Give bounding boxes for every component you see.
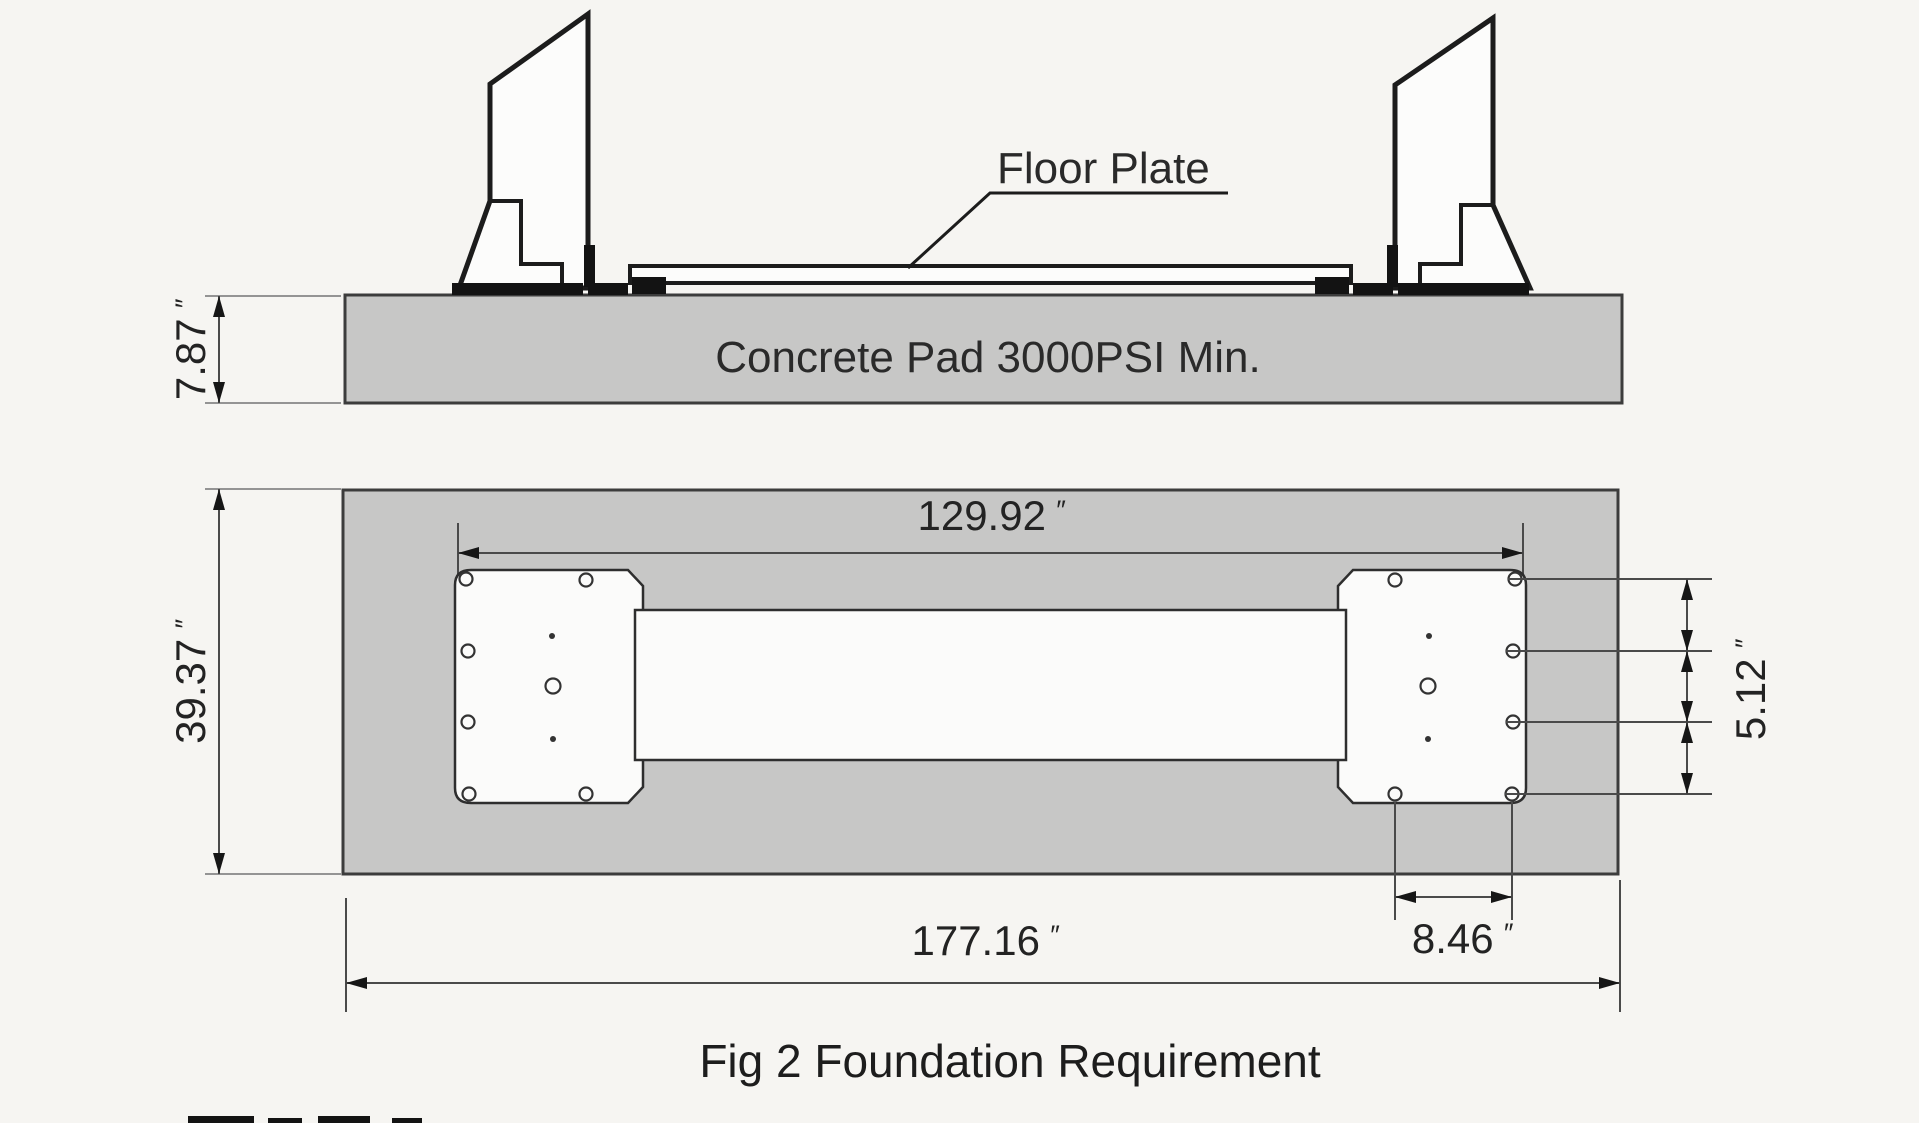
arrowhead-up-icon xyxy=(1681,651,1693,672)
dim-text-anchor-span: 129.92 ″ xyxy=(917,492,1065,539)
arrowhead-up-icon xyxy=(1681,722,1693,743)
arrowhead-down-icon xyxy=(1681,773,1693,794)
right-post-edge-joint xyxy=(1387,245,1398,287)
arrowhead-right-icon xyxy=(1491,891,1512,903)
arrowhead-down-icon xyxy=(1681,701,1693,722)
pilot-dot xyxy=(549,633,555,639)
bolt-hole xyxy=(462,716,475,729)
left-post-edge-joint xyxy=(584,245,595,287)
dim-text-hole-pitch: 8.46 ″ xyxy=(1411,915,1513,962)
dim-text-pad-thickness: 7.87″ xyxy=(167,299,214,401)
right-post-clamp-foot xyxy=(1353,283,1393,295)
pilot-dot xyxy=(1425,736,1431,742)
left-post-column xyxy=(459,14,588,288)
bolt-hole xyxy=(463,788,476,801)
arrowhead-up-icon xyxy=(213,296,225,317)
bolt-hole xyxy=(1389,788,1402,801)
dim-text-hole-spacing: 5.12″ xyxy=(1727,639,1774,741)
right-post xyxy=(1353,18,1530,295)
left-post-base-pad xyxy=(452,283,583,295)
floor-plate-foot-right xyxy=(1315,277,1349,294)
dim-pad-thickness xyxy=(167,296,341,403)
bolt-hole xyxy=(1389,574,1402,587)
right-post-base-pad xyxy=(1398,283,1529,295)
pilot-dot xyxy=(550,736,556,742)
arrowhead-up-icon xyxy=(213,489,225,510)
cropped-text-fragment xyxy=(188,1116,422,1123)
plan-view xyxy=(167,489,1774,1012)
left-post-clamp-foot xyxy=(588,283,628,295)
left-post xyxy=(452,14,628,295)
center-hole xyxy=(546,679,561,694)
arrowhead-right-icon xyxy=(1599,977,1620,989)
arrowhead-down-icon xyxy=(1681,630,1693,651)
dim-text-pad-length: 177.16 ″ xyxy=(911,917,1059,964)
arrowhead-left-icon xyxy=(346,977,367,989)
concrete-pad-label: Concrete Pad 3000PSI Min. xyxy=(715,333,1261,382)
floor-plate-plan xyxy=(635,610,1346,760)
pilot-dot xyxy=(1426,633,1432,639)
floor-plate-side xyxy=(630,266,1351,283)
arrowhead-down-icon xyxy=(213,853,225,874)
arrowhead-down-icon xyxy=(213,382,225,403)
bolt-hole xyxy=(580,574,593,587)
bolt-hole xyxy=(460,573,473,586)
bolt-hole xyxy=(462,645,475,658)
floor-plate-leader-line xyxy=(908,193,1228,268)
figure-caption: Fig 2 Foundation Requirement xyxy=(699,1035,1321,1087)
arrowhead-left-icon xyxy=(1395,891,1416,903)
arrowhead-up-icon xyxy=(1681,579,1693,600)
floor-plate-label: Floor Plate xyxy=(997,144,1210,193)
dim-text-pad-width: 39.37″ xyxy=(167,620,214,744)
center-hole xyxy=(1421,679,1436,694)
bolt-hole xyxy=(580,788,593,801)
dim-pad-width xyxy=(167,489,341,874)
side-view xyxy=(167,14,1622,403)
floor-plate-foot-left xyxy=(632,277,666,294)
